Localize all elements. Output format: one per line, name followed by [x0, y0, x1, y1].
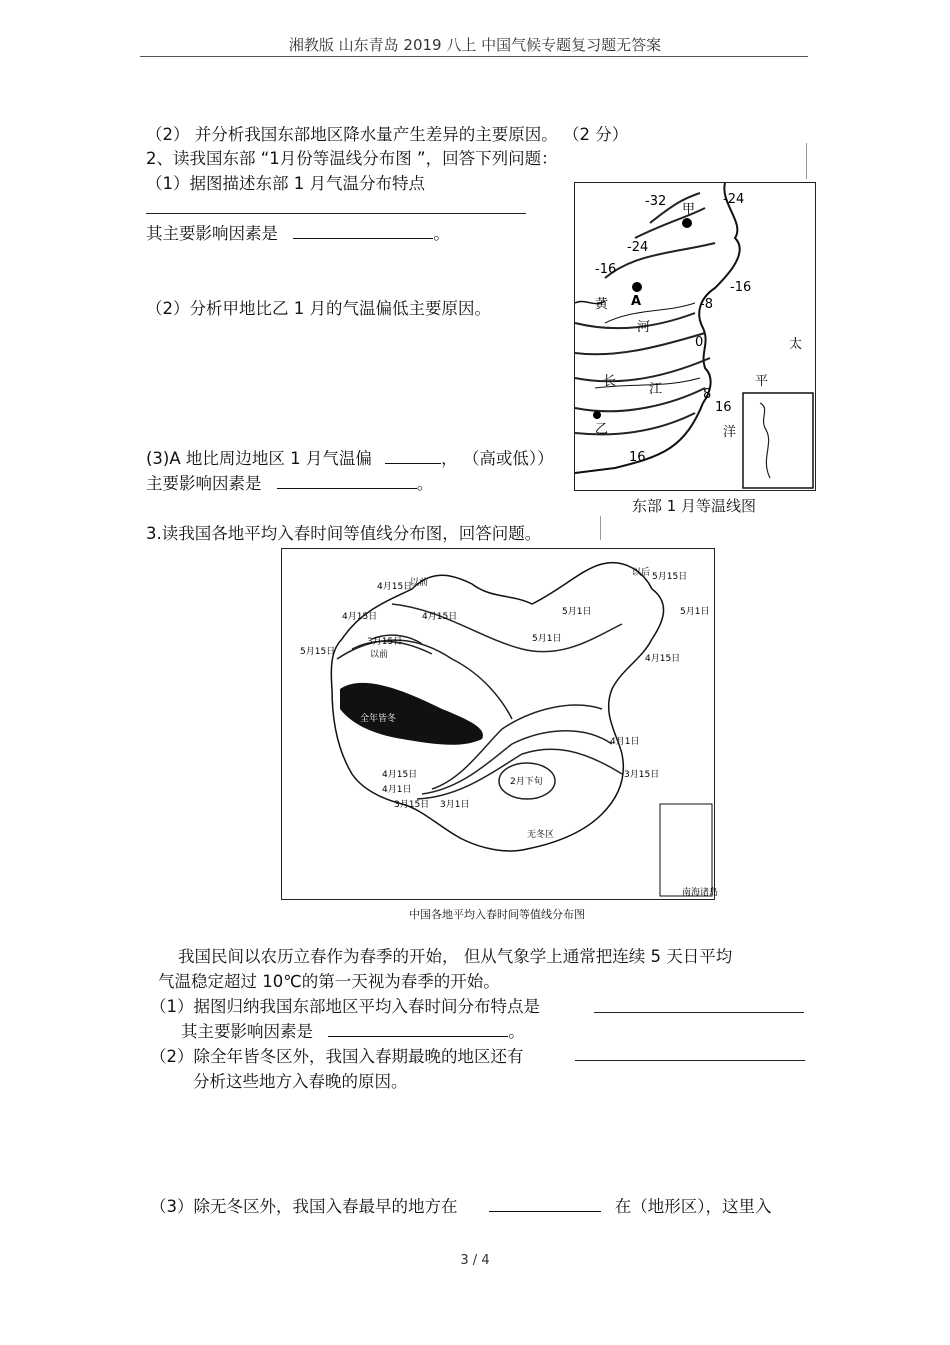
label-iso-m8: -8 [700, 297, 713, 312]
label-perennial-winter: 全年皆冬 [360, 714, 397, 724]
label-3-15b: 3月15日 [624, 770, 660, 780]
label-4-15a: 4月15日 [377, 582, 413, 592]
q3-part3-b: 在（地形区），这里入 [614, 1197, 772, 1216]
spring-onset-map [281, 548, 719, 900]
map1-caption: 东部 1 月等温线图 [631, 497, 757, 515]
q2-factor-label: 其主要影响因素是 [146, 224, 278, 243]
answer-blank-q2-3-factor [277, 474, 417, 489]
isotherm-map-january [574, 182, 816, 491]
header-rule [140, 56, 808, 57]
margin-bar [600, 516, 601, 540]
q3-part1-factor-line [181, 1018, 525, 1042]
label-yiqian-n: 以后 [632, 568, 651, 578]
q3-part2-reason: 分析这些地方入春晚的原因。 [193, 1072, 408, 1091]
answer-line-q3-1 [594, 1012, 804, 1013]
label-3-15c: 3月15日 [394, 800, 430, 810]
q3-para1: 我国民间以农历立春作为春季的开始， 但从气象学上通常把连续 5 天日平均 [178, 947, 733, 966]
label-jiang: 江 [649, 382, 663, 397]
answer-blank-q2-3 [385, 449, 441, 464]
label-iso-m16b: -16 [730, 280, 752, 295]
point-yi-marker [593, 411, 601, 419]
label-3-15a: 3月15日 [367, 637, 403, 647]
label-jia: 甲 [682, 202, 696, 217]
q3-part2: （2）除全年皆冬区外，我国入春期最晚的地区还有 [150, 1047, 524, 1066]
label-4-15b: 4月15日 [342, 612, 378, 622]
label-yi: 乙 [595, 422, 609, 437]
answer-blank-q3-factor [328, 1022, 508, 1037]
q2-part3-b: ， （高或低）） [441, 449, 554, 468]
q2-factor-end: 。 [433, 224, 450, 243]
label-huang: 黄 [595, 297, 609, 312]
label-3-1: 3月1日 [440, 800, 470, 810]
label-4-15e: 4月15日 [382, 770, 418, 780]
q3-part3-line [150, 1193, 772, 1217]
label-feb-late: 2月下旬 [510, 777, 543, 787]
q3-para2: 气温稳定超过 10℃的第一天视为春季的开始。 [158, 972, 500, 991]
page-header: 湘教版 山东青岛 2019 八上 中国气候专题复习题无答案 [288, 36, 662, 54]
label-iso-16a: 16 [715, 400, 732, 415]
label-iso-m32: -32 [645, 194, 667, 209]
label-no-winter: 无冬区 [527, 830, 555, 840]
label-iso-8: 8 [703, 387, 712, 402]
label-iso-m24b: -24 [627, 240, 649, 255]
map2-caption: 中国各地平均入春时间等值线分布图 [409, 908, 585, 921]
point-jia-marker [682, 218, 692, 228]
label-iso-16b: 16 [629, 450, 646, 465]
label-ping: 平 [755, 374, 769, 389]
label-he: 河 [637, 320, 651, 335]
q1-part2: （2） 并分析我国东部地区降水量产生差异的主要原因。 （2 分） [146, 125, 629, 144]
label-5-1b: 5月1日 [680, 607, 710, 617]
label-5-1c: 5月1日 [532, 634, 562, 644]
spring-onset-map-svg [282, 549, 719, 899]
label-yiqian-w: 以前 [370, 650, 389, 660]
q3-factor-label: 其主要影响因素是 [181, 1022, 313, 1041]
label-4-15c: 4月15日 [422, 612, 458, 622]
label-inset: 南海诸岛 [682, 888, 719, 898]
point-a-marker [632, 282, 642, 292]
label-yiqian-ne: 以前 [410, 578, 429, 588]
q2-part1: （1）据图描述东部 1 月气温分布特点 [146, 174, 425, 193]
label-yang: 洋 [723, 425, 737, 440]
q2-part2: （2）分析甲地比乙 1 月的气温偏低主要原因。 [146, 299, 491, 318]
label-iso-0: 0 [695, 335, 704, 350]
answer-blank-q2-factor [293, 224, 433, 239]
label-5-15-w: 5月15日 [300, 647, 336, 657]
q2-part3-end: 。 [416, 474, 434, 493]
answer-line-q2-1 [146, 213, 526, 214]
answer-line-q3-2 [575, 1060, 805, 1061]
q2-intro: 2、读我国东部 “1月份等温线分布图 ”，回答下列问题： [146, 149, 558, 168]
q3-part3-a: （3）除无冬区外，我国入春最早的地方在 [150, 1197, 458, 1216]
q3-factor-end: 。 [508, 1022, 525, 1041]
q2-part3-line [146, 445, 554, 469]
q2-part3-factor-line [146, 470, 433, 494]
q2-part3-factor: 主要影响因素是 [146, 474, 262, 493]
label-point-a: A [631, 294, 642, 309]
label-tai: 太 [789, 337, 803, 352]
q2-part1-factor-line [146, 220, 450, 244]
label-4-1b: 4月1日 [382, 785, 412, 795]
label-iso-m24a: -24 [723, 192, 745, 207]
q3-intro: 3.读我国各地平均入春时间等值线分布图，回答问题。 [146, 524, 542, 543]
label-5-1a: 5月1日 [562, 607, 592, 617]
label-chang: 长 [603, 374, 617, 389]
answer-blank-q3-3 [489, 1197, 601, 1212]
label-4-1a: 4月1日 [610, 737, 640, 747]
q2-part3-a: (3)A 地比周边地区 1 月气温偏 [146, 449, 372, 468]
margin-bar [806, 143, 807, 179]
page-number: 3 / 4 [460, 1253, 490, 1268]
isotherm-map-svg [575, 183, 815, 490]
q3-part1: （1）据图归纳我国东部地区平均入春时间分布特点是 [150, 997, 540, 1016]
label-4-15d: 4月15日 [645, 654, 681, 664]
label-5-15-ne: 5月15日 [652, 572, 688, 582]
label-iso-m16a: -16 [595, 262, 617, 277]
